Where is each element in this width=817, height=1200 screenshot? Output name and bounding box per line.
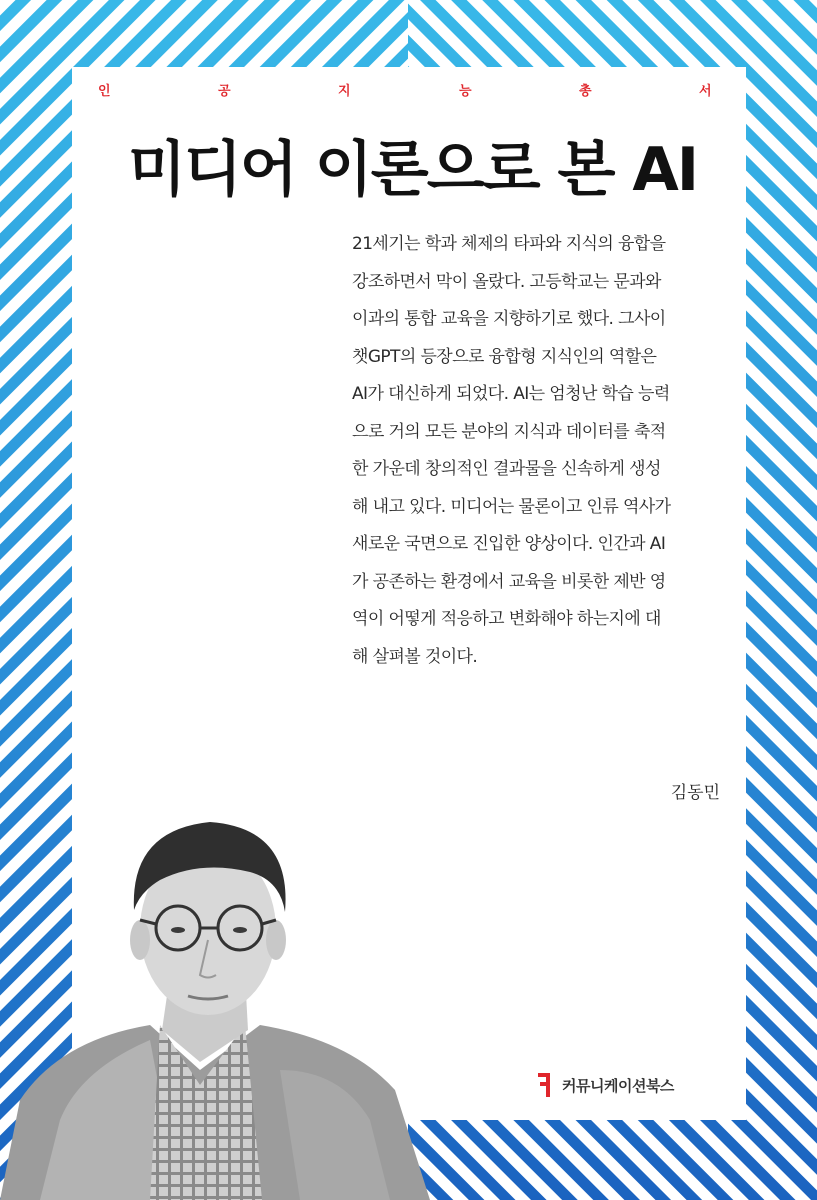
- series-char: 총: [579, 84, 592, 99]
- description-line: 21세기는 학과 체제의 타파와 지식의 융합을: [352, 234, 666, 254]
- publisher-logo-icon: [538, 1073, 554, 1097]
- author-photo: [0, 800, 430, 1200]
- description-line: 역이 어떻게 적응하고 변화해야 하는지에 대: [352, 609, 661, 629]
- description-line: 해 내고 있다. 미디어는 물론이고 인류 역사가: [352, 496, 671, 517]
- book-description: [352, 226, 732, 676]
- series-char: 지: [338, 84, 351, 99]
- series-char: 인: [98, 84, 111, 99]
- author-name: 김동민: [670, 783, 720, 803]
- series-char: 서: [699, 84, 712, 99]
- description-line: 이과의 통합 교육을 지향하기로 했다. 그사이: [352, 309, 666, 329]
- description-line: 강조하면서 막이 올랐다. 고등학교는 문과와: [352, 271, 661, 292]
- description-line: 새로운 국면으로 진입한 양상이다. 인간과 AI: [352, 534, 666, 554]
- series-char: 공: [218, 84, 231, 99]
- series-name: [72, 80, 746, 100]
- description-line: AI가 대신하게 되었다. AI는 엄청난 학습 능력: [352, 384, 670, 404]
- publisher-mark: [538, 1072, 674, 1098]
- description-line: 으로 거의 모든 분야의 지식과 데이터를 축적: [352, 421, 666, 442]
- description-line: 해 살펴볼 것이다.: [352, 646, 478, 667]
- description-line: 가 공존하는 환경에서 교육을 비롯한 제반 영: [352, 571, 666, 592]
- description-line: 한 가운데 창의적인 결과물을 신속하게 생성: [352, 459, 661, 479]
- series-char: 능: [459, 84, 472, 99]
- description-line: 챗GPT의 등장으로 융합형 지식인의 역할은: [352, 346, 657, 367]
- publisher-name: 커뮤니케이션북스: [562, 1076, 674, 1095]
- book-title: 미디어 이론으로 본 AI: [128, 135, 698, 205]
